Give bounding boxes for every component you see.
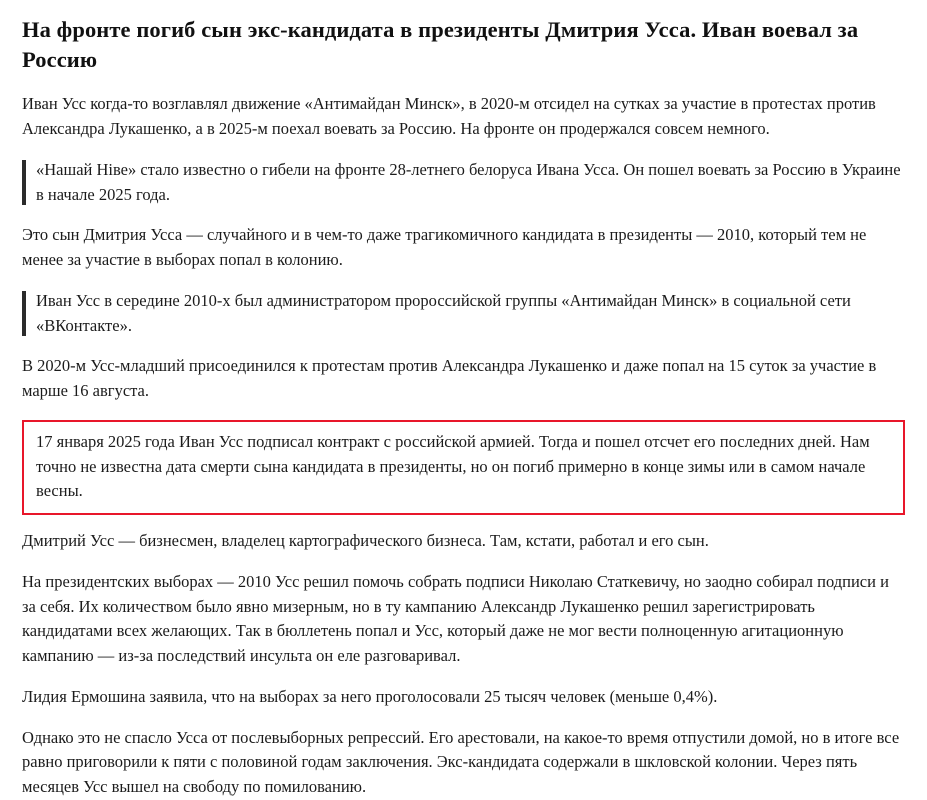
paragraph-5: На президентских выборах — 2010 Усс решил помочь собрать подписи Николаю Статкевичу, но заодно собирал подписи и за себя. Их количеством было явно мизерным, но в ту кампанию Александр Лукашенко решил зарегистрировать кандидатами всех желающих. Так в бюллетень попал и Усс, который даже не мог вести полноценную агитационную кампанию — из-за последствий инсульта он еле разговаривал. [22,571,889,666]
page-title: На фронте погиб сын экс-кандидата в президенты Дмитрия Усса. Иван воевал за Россию [22,17,859,72]
quote-block-1 [22,158,905,208]
highlighted-paragraph [22,420,905,515]
paragraph-3: В 2020-м Усс-младший присоединился к протестам против Александра Лукашенко и даже попал на 15 суток за участие в марше 16 августа. [22,356,877,401]
paragraph-2: Это сын Дмитрия Усса — случайного и в чем-то даже трагикомичного кандидата в президенты — 2010, который тем не менее за участие в выборах попал в колонию. [22,225,867,270]
quote-text: «Нашай Ніве» стало известно о гибели на фронте 28-летнего белоруса Ивана Усса. Он пошел воевать за Россию в Украине в начале 2025 года. [36,159,901,204]
paragraph-7: Однако это не спасло Усса от послевыборных репрессий. Его арестовали, на какое-то время отпустили домой, но в итоге все равно приговорили к пяти с половиной годам заключения. Экс-кандидата содержали в шкловской колонии. Через пять месяцев Усс вышел на свободу по помилованию. [22,727,900,797]
paragraph-4: Дмитрий Усс — бизнесмен, владелец картографического бизнеса. Там, кстати, работал и его сын. [22,531,709,551]
quote-block-2 [22,289,905,339]
paragraph-6: Лидия Ермошина заявила, что на выборах за него проголосовали 25 тысяч человек (меньше 0,4%). [22,686,718,706]
highlighted-text: 17 января 2025 года Иван Усс подписал контракт с российской армией. Тогда и пошел отсчет его последних дней. Нам точно не известна дата смерти сына кандидата в президенты, но он погиб примерно в конце зимы или в самом начале весны. [36,431,870,501]
quote-text: Иван Усс в середине 2010-х был администратором пророссийской группы «Антимайдан Минск» в социальной сети «ВКонтакте». [36,290,851,335]
lead-paragraph: Иван Усс когда-то возглавлял движение «Антимайдан Минск», в 2020-м отсидел на сутках за участие в протестах против Александра Лукашенко, а в 2025-м поехал воевать за Россию. На фронте он продержался совсем немного. [22,94,876,139]
